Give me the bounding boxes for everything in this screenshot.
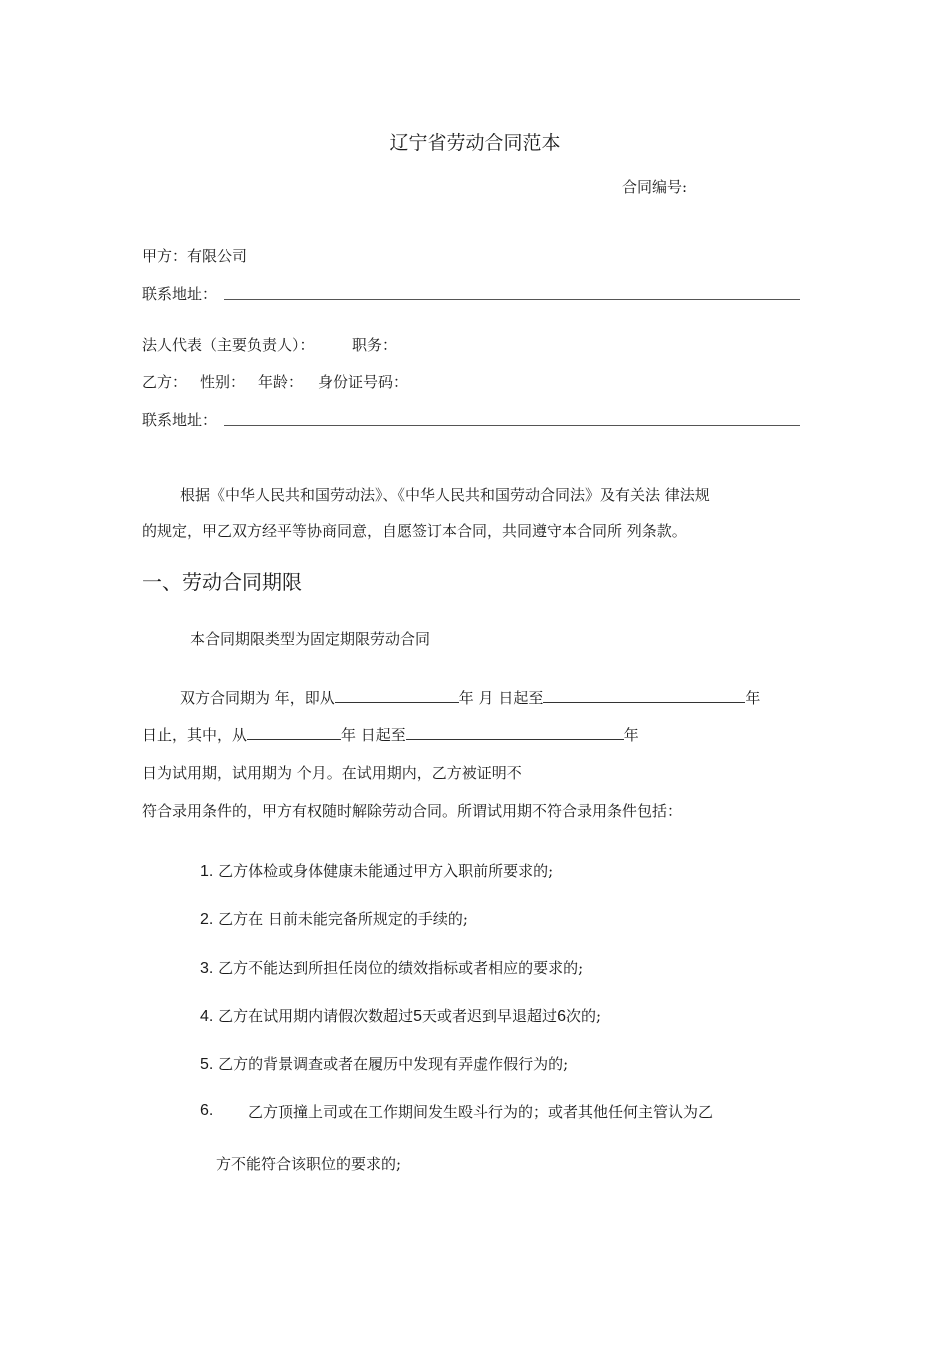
term-end-blank: [543, 688, 745, 703]
list-item: [200, 1005, 601, 1026]
term-line-1: [180, 687, 760, 708]
party-a-label: 甲方：有限公司: [142, 247, 248, 265]
party-b-age-label: 年龄：: [258, 373, 304, 391]
party-b-label: 乙方：: [142, 373, 188, 391]
list-item-number: 2.: [200, 911, 214, 928]
list-item-number: 1.: [200, 863, 214, 880]
contract-number-label: 合同编号:: [622, 178, 688, 196]
list-item-number: 4.: [200, 1008, 214, 1025]
list-item: [200, 1101, 213, 1120]
term-text-d: 日止，其中，从: [142, 726, 248, 744]
document-title: 辽宁省劳动合同范本: [389, 132, 561, 154]
term-line-3: 日为试用期，试用期为 个月。在试用期内，乙方被证明不: [142, 764, 522, 782]
term-start-blank: [335, 688, 459, 703]
intro-line-2: 的规定，甲乙双方经平等协商同意，自愿签订本合同，共同遵守本合同所 列条款。: [142, 522, 687, 540]
party-b-address-label: 联系地址：: [142, 411, 218, 429]
party-a-address-line: [224, 299, 800, 300]
section-1-heading: 一、劳动合同期限: [142, 570, 302, 594]
list-item-text: 乙方顶撞上司或在工作期间发生殴斗行为的；或者其他任何主管认为乙: [248, 1103, 714, 1121]
term-line-4: 符合录用条件的，甲方有权随时解除劳动合同。所谓试用期不符合录用条件包括：: [142, 802, 683, 820]
term-text-e: 年 日起至: [341, 726, 406, 744]
list-item: [200, 957, 583, 978]
intro-line-1: 根据《中华人民共和国劳动法》、《中华人民共和国劳动合同法》及有关法 律法规: [180, 486, 710, 504]
list-item: [200, 908, 468, 929]
party-b-address-line: [224, 425, 800, 426]
legal-rep-position-label: 职务：: [352, 336, 398, 354]
list-item-text: 乙方在试用期内请假次数超过: [218, 1007, 414, 1025]
list-item-text-continued: 方不能符合该职位的要求的;: [216, 1155, 402, 1173]
legal-rep-label: 法人代表（主要负责人）：: [142, 336, 315, 354]
term-text-b: 年 月 日起至: [458, 689, 544, 707]
list-item-text: 天或者迟到早退超过: [422, 1007, 558, 1025]
leave-limit-number: 5: [413, 1008, 423, 1025]
list-item-number: 3.: [200, 960, 214, 977]
term-line-2: [142, 724, 639, 745]
party-b-id-label: 身份证号码：: [318, 373, 409, 391]
term-text-c: 年: [745, 689, 761, 707]
list-item-text: 乙方体检或身体健康未能通过甲方入职前所要求的;: [218, 862, 554, 880]
list-item-text: 次的;: [565, 1007, 602, 1025]
party-a-address-label: 联系地址：: [142, 285, 218, 303]
probation-start-blank: [247, 725, 341, 740]
list-item-text: 乙方的背景调查或者在履历中发现有弄虚作假行为的;: [218, 1055, 569, 1073]
party-b-gender-label: 性别：: [200, 373, 246, 391]
term-text-a: 双方合同期为 年，即从: [180, 689, 335, 707]
probation-end-blank: [406, 725, 624, 740]
list-item-text: 乙方不能达到所担任岗位的绩效指标或者相应的要求的;: [218, 959, 584, 977]
late-limit-number: 6: [557, 1008, 566, 1025]
term-text-f: 年: [623, 726, 639, 744]
contract-type-line: 本合同期限类型为固定期限劳动合同: [190, 630, 431, 648]
list-item-number: 6.: [200, 1102, 214, 1119]
list-item: [200, 860, 553, 881]
list-item-number: 5.: [200, 1056, 214, 1073]
list-item-text: 乙方在 日前未能完备所规定的手续的;: [218, 910, 468, 928]
list-item: [200, 1053, 568, 1074]
